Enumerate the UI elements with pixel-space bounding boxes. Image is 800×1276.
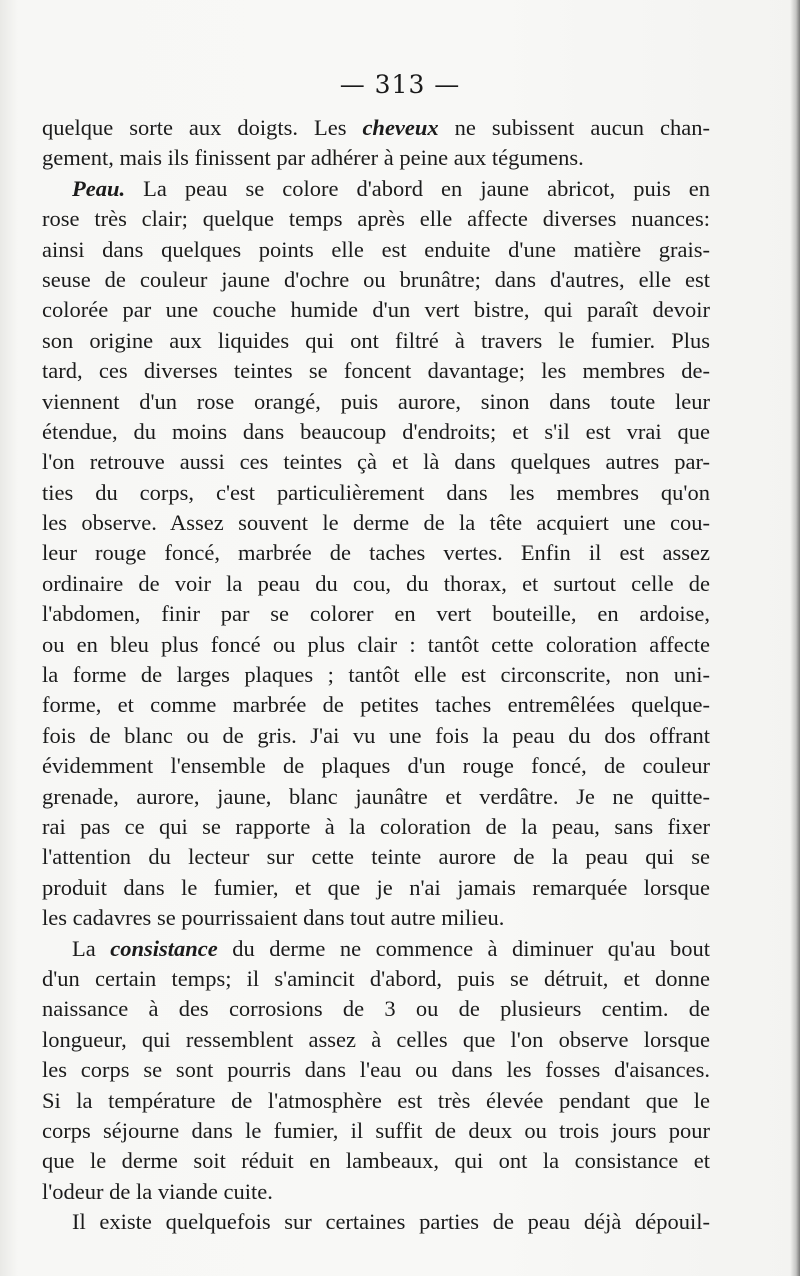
- body-text: [42, 113, 710, 1237]
- text-line: ou en bleu plus foncé ou plus clair : tantôt cette coloration affecte: [42, 631, 710, 657]
- text-line: quelque sorte aux doigts. Les cheveux ne subissent aucun chan-: [42, 115, 710, 140]
- text-line: l'abdomen, finir par se colorer en vert bouteille, en ardoise,: [42, 601, 710, 627]
- text-line: viennent d'un rose orangé, puis aurore, sinon dans toute leur: [42, 388, 710, 414]
- text-line: les corps se sont pourris dans l'eau ou dans les fosses d'aisances.: [42, 1057, 710, 1083]
- text-line: forme, et comme marbrée de petites taches entremêlées quelque-: [42, 692, 710, 718]
- text-line: ties du corps, c'est particulièrement dans les membres qu'on: [42, 479, 710, 505]
- text-line: son origine aux liquides qui ont filtré à travers le fumier. Plus: [42, 327, 710, 353]
- text-line: l'odeur de la viande cuite.: [42, 1178, 273, 1204]
- text-line: gement, mais ils finissent par adhérer à peine aux tégumens.: [42, 145, 584, 171]
- text-line: seuse de couleur jaune d'ochre ou brunâtre; dans d'autres, elle est: [42, 266, 710, 292]
- text-line: l'on retrouve aussi ces teintes çà et là dans quelques autres par-: [42, 449, 710, 475]
- text-line: fois de blanc ou de gris. J'ai vu une fois la peau du dos offrant: [42, 722, 710, 748]
- text-line: Peau. La peau se colore d'abord en jaune abricot, puis en: [72, 175, 710, 201]
- page-number: — 313 —: [339, 70, 461, 99]
- text-line: que le derme soit réduit en lambeaux, qui ont la consistance et: [42, 1148, 710, 1174]
- text-line: rose très clair; quelque temps après elle affecte diverses nuances:: [42, 206, 710, 232]
- text-line: l'attention du lecteur sur cette teinte aurore de la peau qui se: [42, 844, 710, 870]
- page-edge-shadow: [790, 0, 800, 1276]
- text-line: corps séjourne dans le fumier, il suffit de deux ou trois jours pour: [42, 1117, 710, 1143]
- text-line: étendue, du moins dans beaucoup d'endroits; et s'il est vrai que: [42, 418, 710, 444]
- text-line: d'un certain temps; il s'amincit d'abord, puis se détruit, et donne: [42, 965, 710, 991]
- text-line: leur rouge foncé, marbrée de taches vertes. Enfin il est assez: [42, 540, 710, 566]
- text-line: tard, ces diverses teintes se foncent davantage; les membres de-: [42, 358, 710, 384]
- text-line: longueur, qui ressemblent assez à celles que l'on observe lorsque: [42, 1026, 710, 1052]
- text-line: ainsi dans quelques points elle est enduite d'une matière grais-: [42, 236, 710, 262]
- text-line: rai pas ce qui se rapporte à la coloration de la peau, sans fixer: [42, 813, 710, 839]
- text-line: Il existe quelquefois sur certaines parties de peau déjà dépouil-: [72, 1209, 710, 1235]
- text-line: produit dans le fumier, et que je n'ai jamais remarquée lorsque: [42, 874, 710, 900]
- text-line: la forme de larges plaques ; tantôt elle est circonscrite, non uni-: [42, 662, 710, 688]
- text-line: colorée par une couche humide d'un vert bistre, qui paraît devoir: [42, 297, 710, 323]
- text-line: évidemment l'ensemble de plaques d'un rouge foncé, de couleur: [42, 753, 710, 779]
- text-line: ordinaire de voir la peau du cou, du thorax, et surtout celle de: [42, 570, 710, 596]
- text-line: naissance à des corrosions de 3 ou de plusieurs centim. de: [42, 996, 710, 1022]
- text-line: les observe. Assez souvent le derme de la tête acquiert une cou-: [42, 510, 710, 536]
- text-line: les cadavres se pourrissaient dans tout autre milieu.: [42, 905, 505, 931]
- text-line: La consistance du derme ne commence à diminuer qu'au bout: [72, 935, 710, 961]
- text-line: Si la température de l'atmosphère est très élevée pendant que le: [42, 1087, 710, 1113]
- text-line: grenade, aurore, jaune, blanc jaunâtre et verdâtre. Je ne quitte-: [42, 783, 710, 809]
